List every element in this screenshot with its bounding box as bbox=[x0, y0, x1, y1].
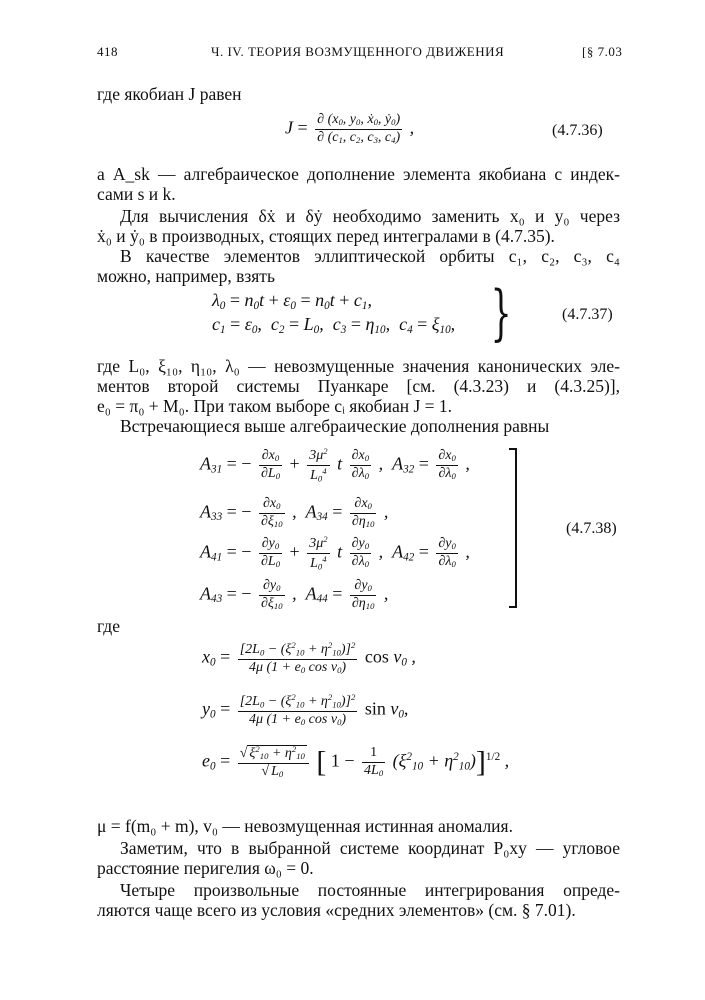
section-ref: [§ 7.03 bbox=[582, 44, 623, 59]
equation-line: $A_{31}$ = − $\frac{\partial x_0}{\partial L_0}$ + $\frac{3\mu^2}{L_0^4}$ t $\frac{\partial x_0}{\partial\lambda_0}$ , $A_{32}$ = $\frac{\partial x_0}{\partial\lambda_0}$ , bbox=[200, 446, 470, 484]
equation-line: $A_{33}$ = − $\frac{\partial x_0}{\partial\xi_{10}}$ , $A_{34}$ = $\frac{\partial x_0}{\partial\eta_{10}}$ , bbox=[200, 496, 389, 529]
equation-line: $A_{41}$ = − $\frac{\partial y_0}{\partial L_0}$ + $\frac{3\mu^2}{L_0^4}$ t $\frac{\partial y_0}{\partial\lambda_0}$ , $A_{42}$ = $\frac{\partial y_0}{\partial\lambda_0}$ , bbox=[200, 534, 470, 572]
text-line: Заметим, что в выбранной системе координат P₀xy — угловое bbox=[120, 838, 620, 858]
text-line: Встречающиеся выше алгебраические дополнения равны bbox=[120, 416, 550, 436]
system-bracket bbox=[515, 448, 517, 608]
text-line: где bbox=[97, 616, 120, 636]
text-line: где якобиан J равен bbox=[97, 84, 242, 104]
bracket-bottom bbox=[509, 606, 515, 608]
text-line: а A_sk — алгебраическое дополнение элемента якобиана с индек- bbox=[97, 164, 620, 184]
equation-number: (4.7.38) bbox=[566, 520, 617, 537]
text-line: можно, например, взять bbox=[97, 266, 275, 286]
text-line: В качестве элементов эллиптической орбиты c₁, c₂, c₃, c₄ bbox=[120, 246, 620, 266]
equation-jacobian: J = $\frac{\partial (x_0, y_0, ẋ_0, ẏ_0)}{\partial (c_1, c_2, c_3, c_4)}$ , bbox=[285, 112, 415, 145]
equation-e0: $e_0$ = $\frac{√ \xi^2_{10} + \eta^2_{10}}{√ L_0}$ [ 1 − $\frac{1}{4L_0}$ $(\xi^2_{10} + \eta^2_{10})]^{1/2}$ , bbox=[202, 744, 510, 780]
equation-line: $c_1 = \varepsilon_0$, $c_2 = L_0$, $c_3 = \eta_{10}$, $c_4 = \xi_{10}$, bbox=[212, 314, 456, 336]
equation-number: (4.7.36) bbox=[552, 122, 603, 139]
text-line: ментов второй системы Пуанкаре [см. (4.3.23) и (4.3.25)], bbox=[97, 376, 620, 396]
right-brace: } bbox=[490, 278, 512, 348]
text-line: ляются чаще всего из условия «средних элементов» (см. § 7.01). bbox=[97, 900, 576, 920]
text-line: ẋ₀ и ẏ₀ в производных, стоящих перед интегралами в (4.7.35). bbox=[97, 226, 555, 246]
text-line: Четыре произвольные постоянные интегрирования опреде- bbox=[120, 880, 620, 900]
equation-number: (4.7.37) bbox=[562, 306, 613, 323]
text-line: μ = f(m₀ + m), v₀ — невозмущенная истинная аномалия. bbox=[97, 816, 513, 836]
text-line: расстояние перигелия ω₀ = 0. bbox=[97, 858, 314, 878]
bracket-top bbox=[509, 448, 515, 450]
equation-line: $\lambda_0 = n_0t + \varepsilon_0 = n_0t + c_1$, bbox=[212, 290, 372, 312]
equation-line: $A_{43}$ = − $\frac{\partial y_0}{\partial\xi_{10}}$ , $A_{44}$ = $\frac{\partial y_0}{\partial\eta_{10}}$ , bbox=[200, 578, 389, 611]
text-line: где L₀, ξ₁₀, η₁₀, λ₀ — невозмущенные значения канонических эле- bbox=[97, 356, 620, 376]
text-line: e₀ = π₀ + M₀. При таком выборе cᵢ якобиан J = 1. bbox=[97, 396, 453, 416]
text-line: сами s и k. bbox=[97, 184, 176, 204]
running-title: Ч. IV. ТЕОРИЯ ВОЗМУЩЕННОГО ДВИЖЕНИЯ bbox=[211, 44, 505, 59]
equation-x0: $x_0$ = $\frac{[2L_0 - (\xi^2_{10} + \eta^2_{10})]^2}{4\mu (1 + e_0 \cos v_0)}$ $\cos v_0$ , bbox=[202, 640, 416, 676]
text-line: Для вычисления δẋ и δẏ необходимо заменить x₀ и y₀ через bbox=[120, 206, 620, 226]
equation-y0: $y_0$ = $\frac{[2L_0 - (\xi^2_{10} + \eta^2_{10})]^2}{4\mu (1 + e_0 \cos v_0)}$ $\sin v_0$, bbox=[202, 692, 409, 728]
page-number: 418 bbox=[97, 44, 118, 59]
